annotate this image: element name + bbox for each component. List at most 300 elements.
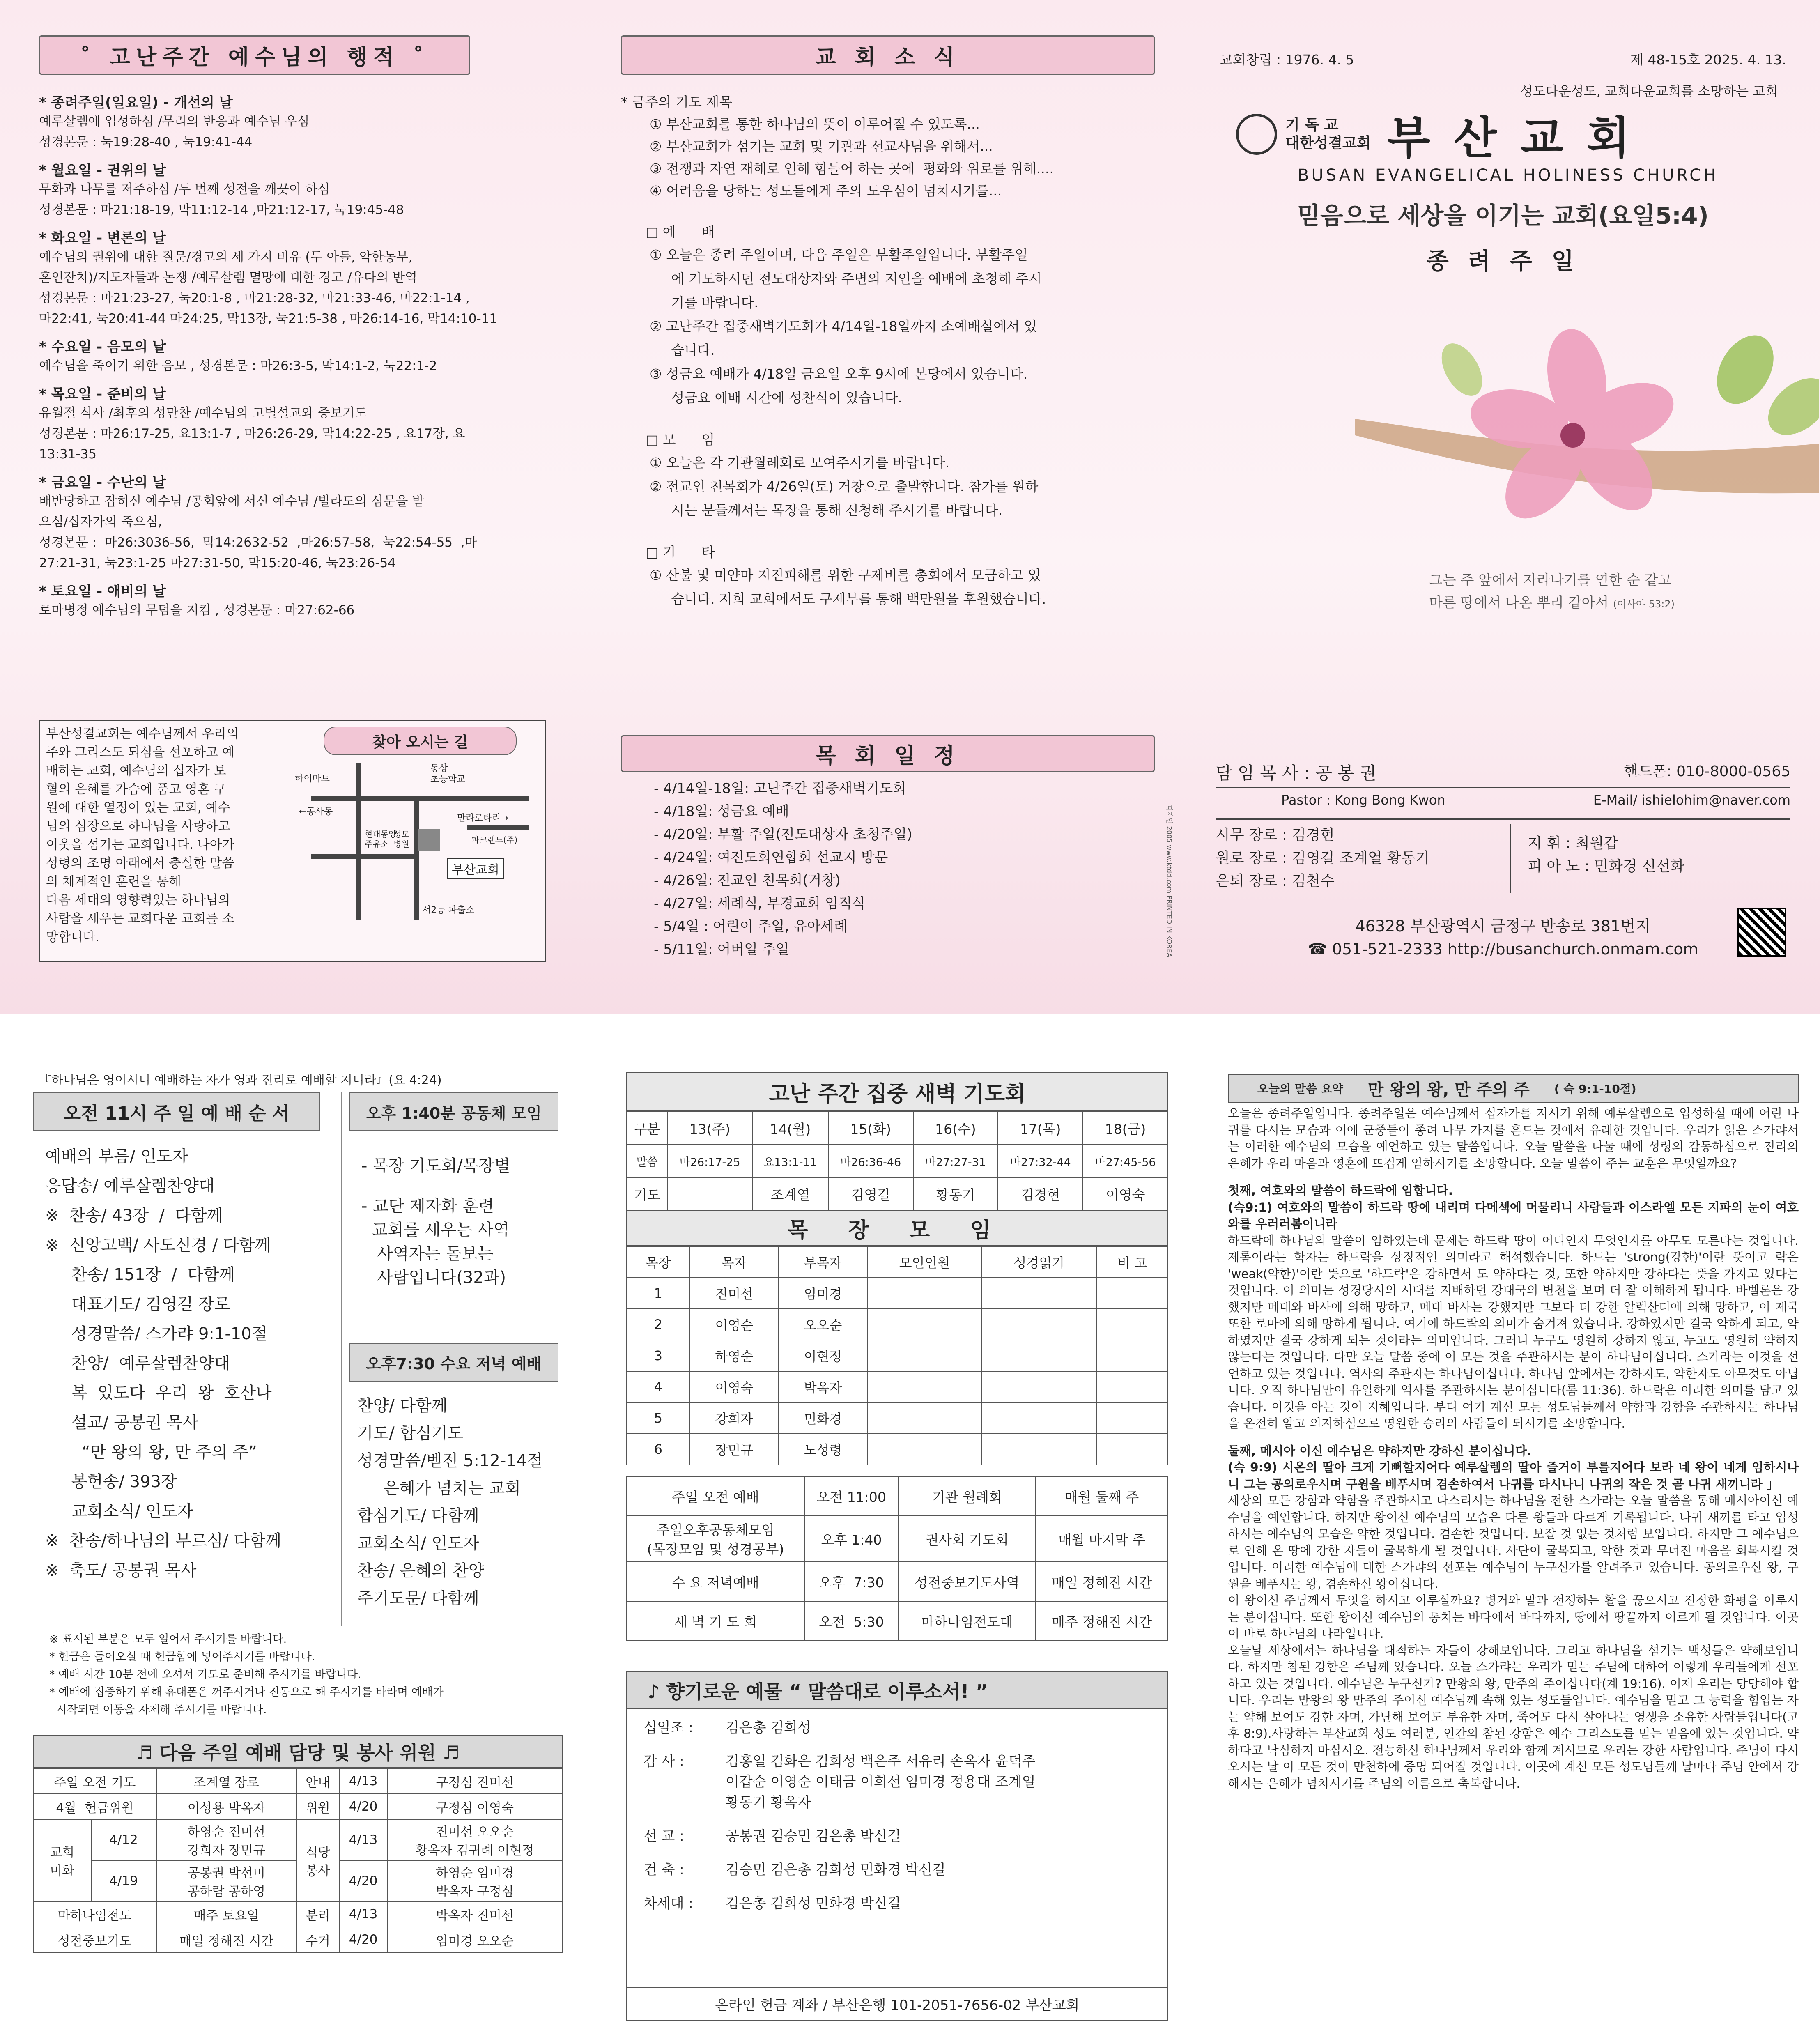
schedule-item: - 4/27일: 세례식, 부경교회 임직식: [654, 895, 866, 912]
isaiah-verse-line1: 그는 주 앞에서 자라나기를 연한 순 같고: [1429, 572, 1672, 589]
table-cell: 주일 오전 예배: [627, 1476, 804, 1516]
table-cell: 4/13: [339, 1901, 387, 1927]
offering-title: ♪ 향기로운 예물 “ 말씀대로 이루소서! ”: [627, 1672, 1167, 1709]
denomination: [1285, 116, 1371, 152]
worship-order-item: ※ 축도/ 공봉권 목사: [45, 1561, 197, 1580]
founded-date: 교회창립 : 1976. 4. 5: [1220, 52, 1354, 68]
table-cell: 성전중보기도: [33, 1927, 156, 1952]
pm-community-items: [361, 1154, 510, 1290]
weekday-heading: * 목요일 - 준비의 날: [39, 386, 166, 402]
cell-meeting-title: 목 장 모 임: [626, 1211, 1168, 1246]
table-row: [627, 1246, 1168, 1278]
news-sections: [621, 221, 1167, 611]
news-item: 시는 분들께서는 목장을 통해 신청해 주시기를 바랍니다.: [650, 502, 1003, 518]
pm-item: 사람입니다(32과): [361, 1268, 506, 1287]
elders-list: [1216, 824, 1511, 893]
offering-category: 십일조 :: [643, 1720, 693, 1736]
offering-row: [643, 1893, 1151, 1914]
worship-order-item: 찬송/ 151장 / 다함께: [45, 1265, 235, 1284]
table-cell: [1096, 1278, 1168, 1309]
table-cell: 요13:1-11: [752, 1145, 828, 1177]
table-cell: [1096, 1434, 1168, 1465]
intro-line: 원에 대한 열정이 있는 교회, 예수: [46, 800, 230, 815]
isaiah-verse-line2: [1429, 591, 1675, 612]
church-news-title: 교 회 소 식: [621, 35, 1155, 75]
sermon-paragraph: 오늘날 세상에서는 하나님을 대적하는 자들이 강해보입니다. 그리고 하나님을 섬기는 백성들은 약해보입니다. 하지만 참된 강함은 주님께 있습니다. 오늘 스가랴는 우리가 믿는 주님에 대하여 이렇게 우리들에게 선포하고 있는 것입니다. 예수님은 누구신가? 만왕의 왕, 만주의 주이십니다(계 19:16). 이제 우리는 당당해야 합니다. 우리는 만왕의 왕 만주의 주이신 예수님께 속해 있는 성도들입니다. 예수님을 믿고 그 능력을 힘입는 자는 약해 보여도 강한 자며, 가난해 보여도 부유한 자며, 죽어도 다시 살아나는 영생을 소유한 사람들입니다(고후 8:9).사랑하는 부산교회 성도 여러분, 인간의 참된 강함은 예수 그리스도를 믿는 믿음에 있는 것입니다. 약하다고 낙심하지 마십시오. 전능하신 하나님께서 우리와 함께 계시므로 우리는 강한 사람입니다. 주님이 다시 오시는 날 이 모든 것이 만천하에 증명 되어질 것입니다. 이곳에 계신 모든 성도님들께 날마다 주님 안에서 강해지는 은혜가 넘치시기를 주님의 이름으로 축복합니다.: [1228, 1643, 1799, 1791]
issue-number: 제 48-15호 2025. 4. 13.: [1630, 52, 1786, 68]
table-cell: 박옥자: [779, 1371, 867, 1402]
church-slogan: 성도다운성도, 교회다운교회를 소망하는 교회: [1520, 83, 1778, 99]
table-cell: 기도: [627, 1177, 667, 1210]
table-cell: 매월 둘째 주: [1036, 1476, 1168, 1516]
table-cell: 황동기: [913, 1177, 998, 1210]
offering-names: 김은총 김희성: [726, 1720, 811, 1736]
table-cell: 김영길: [828, 1177, 913, 1210]
intro-line: 이웃을 섬기는 교회입니다. 나아가: [46, 837, 234, 852]
denomination-top: 기 독 교: [1285, 116, 1339, 133]
prayer-item: ① 부산교회를 통한 하나님의 뜻이 이루어질 수 있도록...: [650, 116, 980, 132]
online-account: 온라인 헌금 계좌 / 부산은행 101-2051-7656-02 부산교회: [627, 1987, 1167, 2020]
am-worship-title: 오전 11시 주 일 예 배 순 서: [33, 1092, 320, 1131]
table-cell: 마하나임전도대: [898, 1601, 1036, 1641]
intro-line: 배하는 교회, 예수님의 십자가 보: [46, 763, 226, 778]
isaiah-verse-reference: (이사야 53:2): [1613, 598, 1675, 610]
table-cell: [867, 1340, 982, 1371]
table-cell: 마26:36-46: [828, 1145, 913, 1177]
pastor-phone: 핸드폰: 010-8000-0565: [1624, 763, 1790, 780]
weekday-line: 성경본문 : 마26:3036-56, 막14:2632-52 ,마26:57-58, 눅22:54-55 ,마: [39, 535, 477, 550]
prayer-item: ③ 전쟁과 자연 재해로 인해 힘들어 하는 곳에 평화와 위로를 위해....: [650, 161, 1054, 177]
news-section-heading: □ 예 배: [646, 224, 715, 240]
table-cell: 진미선 오오순 황옥자 김귀례 이현정: [387, 1819, 562, 1860]
table-cell: [667, 1177, 752, 1210]
map-title: 찾아 오시는 길: [324, 727, 517, 755]
directions-map: [295, 727, 541, 956]
map-label-park: 파크랜드(주): [471, 835, 518, 845]
table-cell: 기관 월례회: [898, 1476, 1036, 1516]
table-cell: 13(주): [667, 1112, 752, 1145]
wed-item: 교회소식/ 인도자: [357, 1534, 479, 1553]
sermon-paragraph: 하드락에 하나님의 말씀이 임하였는데 문제는 하드락 땅이 어디인지 무엇인지를 아무도 모른다는 것입니다. 제롬이라는 학자는 하드락을 상징적인 의미라고 해석했습니다. 하드는 'strong(강한)'이란 뜻이고 락은 'weak(약한)'이란 뜻으로 '하드락'은 강하면서 도 약하다는 것, 또한 약하지만 강하다는 뜻을 가지고 있다는 것입니다. 이 의미는 성경당시의 시대를 지배하던 강대국의 변천을 보며 더 잘 이해하게 됩니다. 바벨론은 강했지만 메대와 바사에 의해 망하고, 메대 바사는 강했지만 그보다 더 강한 알렉산더에 의해 망하고, 이 제국 또한 로마에 의해 망하게 됩니다. 여기에 하드락의 의미가 숨겨져 있습니다. 강하였지만 결국 약하게 되고, 약하였지만 결국 강하게 되는 것이라는 의미입니다. 그러니 누구도 영원히 강하지 않고, 누고도 영원히 약하지 않는다는 것입니다. 다만 오늘 말씀 중에 이 모든 것을 주관하시는 분이 하나님이십니다. 스가라는 이것을 선언하고 있는 것입니다. 역사의 주관자는 하나님이십니다. 하나님 앞에서는 강하지도, 약한자도 아무것도 아닙니다. 오직 하나님만이 유일하게 역사를 주관하시는 분이십니다(롬 11:36). 하드락은 이러한 의미를 담고 있습니다. 이것을 아는 것이 지혜입니다. 부디 여기 계신 모든 성도님들께서 약함과 강함을 주관하시는 하나님을 온전히 알고 의지하심으로 영원한 승리의 사람들이 되시기를 소망합니다.: [1228, 1233, 1799, 1430]
table-cell: 권사회 기도회: [898, 1516, 1036, 1562]
table-cell: 4/19: [91, 1860, 156, 1901]
offering-section: [626, 1671, 1168, 2021]
table-cell: 말씀: [627, 1145, 667, 1177]
sermon-paragraph: 세상의 모든 강함과 약함을 주관하시고 다스리시는 하나님을 전한 스가랴는 오늘 말씀을 통해 메시아이신 예수님을 예언합니다. 하지만 왕이신 예수님의 모습은 다른 왕들과 다르게 기록됩니다. 나귀 새끼를 타고 입성하시는 예수님의 모습은 약한 것입니다. 겸손한 것입니다. 보잘 것 없는 것처럼 보입니다. 하지만 그 예수님으로 인해 온 땅에 강한 자들이 굴복하게 될 것입니다. 사단이 굴복되고, 악한 것과 무너진 마음을 회복시킬 것입니다. 이러한 예수님에 대한 스가랴의 선포는 예수님이 누구신가를 알려주고 있습니다. 공의로우신 왕, 구원을 베푸시는 왕, 겸손하신 왕이십니다.: [1228, 1494, 1799, 1591]
offering-category: 차세대 :: [643, 1895, 693, 1912]
weekday-line: 배반당하고 잡히신 예수님 /공회앞에 서신 예수님 /빌라도의 심문을 받: [39, 494, 425, 509]
table-cell: 구정심 진미선: [387, 1768, 562, 1794]
weekday-line: 예수님의 권위에 대한 질문/경고의 세 가지 비유 (두 아들, 악한농부,: [39, 250, 413, 264]
church-address: 46328 부산광역시 금정구 반송로 381번지: [1355, 917, 1651, 935]
sermon-point-heading: 첫째, 여호와의 말씀이 하드락에 임합니다.: [1228, 1184, 1453, 1198]
table-cell: [867, 1434, 982, 1465]
music-staff-list: [1511, 832, 1684, 893]
table-row: [627, 1476, 1168, 1516]
table-cell: 이성용 박옥자: [156, 1794, 297, 1819]
offering-names: 김홍일 김화은 김희성 백은주 서유리 손옥자 윤덕주 이갑순 이영순 이태금 이희선 임미경 정용대 조계열 황동기 황옥자: [726, 1753, 1036, 1811]
weekday-heading: * 월요일 - 권위의 날: [39, 162, 166, 179]
prayer-topics-heading: * 금주의 기도 제목: [621, 94, 733, 110]
table-cell: [867, 1278, 982, 1309]
pm-item: - 목장 기도회/목장별: [361, 1156, 510, 1175]
pm-item: 교회를 세우는 사역: [361, 1221, 509, 1239]
table-cell: 매일 정해진 시간: [1036, 1562, 1168, 1601]
intro-line: 사람을 세우는 교회다운 교회를 소: [46, 911, 234, 926]
table-cell: [982, 1434, 1096, 1465]
table-cell: 박옥자 진미선: [387, 1901, 562, 1927]
table-cell: [1096, 1309, 1168, 1340]
table-cell: 3: [627, 1340, 690, 1371]
table-row: [627, 1278, 1168, 1309]
church-logo-row: [1211, 102, 1795, 166]
table-cell: 4/20: [339, 1860, 387, 1901]
map-label-hospital: 성모 병원: [393, 829, 409, 849]
table-cell: 4: [627, 1371, 690, 1402]
table-cell: 모인인원: [867, 1246, 982, 1278]
schedule-item: - 5/11일: 어버일 주일: [654, 941, 789, 958]
table-row: [33, 1901, 562, 1927]
table-row: [627, 1371, 1168, 1402]
table-cell: [867, 1402, 982, 1434]
pastor-email: E-Mail/ ishielohim@naver.com: [1593, 792, 1790, 808]
table-row: [627, 1516, 1168, 1562]
weekday-line: 성경본문 : 마21:18-19, 막11:12-14 ,마21:12-17, 눅19:45-48: [39, 202, 404, 217]
table-cell: 마하나임전도: [33, 1901, 156, 1927]
news-item: 습니다. 저희 교회에서도 구제부를 통해 백만원을 후원했습니다.: [650, 591, 1046, 607]
intro-line: 님의 심장으로 하나님을 사랑하고: [46, 819, 230, 834]
news-item: ① 오늘은 종려 주일이며, 다음 주일은 부활주일입니다. 부활주일: [650, 247, 1028, 263]
news-section-heading: □ 기 타: [646, 544, 715, 560]
pastoral-schedule-list: [621, 777, 1167, 961]
table-cell: 이영숙: [1083, 1177, 1168, 1210]
schedule-item: - 5/4일 : 어린이 주일, 유아세례: [654, 918, 848, 935]
prayer-item: ② 부산교회가 섬기는 교회 및 기관과 선교사님을 위해서...: [650, 138, 993, 154]
pm-community-title: 오후 1:40분 공동체 모임: [349, 1092, 558, 1131]
worship-note: * 예배 시간 10분 전에 오셔서 기도로 준비해 주시기를 바랍니다.: [49, 1668, 361, 1681]
weekday-heading: * 수요일 - 음모의 날: [39, 339, 166, 355]
duty-section: [33, 1735, 563, 1953]
weekday-line: 유월절 식사 /최후의 성만찬 /예수님의 고별설교와 중보기도: [39, 406, 367, 421]
offering-row: [643, 1860, 1151, 1880]
table-cell: 16(수): [913, 1112, 998, 1145]
table-cell: 4/20: [339, 1927, 387, 1952]
holy-week-title: ˚ 고난주간 예수님의 행적 ˚: [39, 35, 470, 75]
sermon-paragraph: (슥 9:9) 시온의 딸아 크게 기뻐할지어다 예루살렘의 딸아 즐거이 부를지어다 보라 네 왕이 네게 임하시나니 그는 공의로우시며 구원을 베푸시며 겸손하여서 나귀를 타시나니 나귀의 작은 것 곧 나귀 새끼니라 」: [1228, 1460, 1799, 1491]
wed-item: 찬양/ 다함께: [357, 1396, 448, 1415]
weekday-heading: * 금요일 - 수난의 날: [39, 474, 166, 491]
meeting-times-table: [626, 1476, 1168, 1641]
denomination-name: 대한성결교회: [1285, 134, 1371, 152]
worship-note: ※ 표시된 부분은 모두 일어서 주시기를 바랍니다.: [49, 1633, 287, 1646]
offering-names: 김은총 김희성 민화경 박신길: [726, 1895, 901, 1912]
table-cell: [982, 1371, 1096, 1402]
weekday-line: 27:21-31, 눅23:1-25 마27:31-50, 막15:20-46, 눅23:26-54: [39, 556, 396, 570]
wed-worship-items: [357, 1392, 543, 1612]
music-item: 지 휘 : 최원갑: [1528, 835, 1618, 852]
offering-category: 건 축 :: [643, 1862, 684, 1878]
schedule-item: - 4/24일: 여전도회연합회 선교지 방문: [654, 849, 888, 866]
table-cell: 마26:17-25: [667, 1145, 752, 1177]
wed-item: 주기도문/ 다함께: [357, 1589, 479, 1608]
schedule-item: - 4/26일: 전교인 친목회(거창): [654, 872, 841, 889]
church-intro-text: [46, 725, 284, 947]
table-cell: 4/13: [339, 1819, 387, 1860]
news-item: 에 기도하시던 전도대상자와 주변의 지인을 예배에 초청해 주시: [650, 271, 1042, 287]
table-cell: 하영순: [690, 1340, 779, 1371]
weekday-line: 혼인잔치)/지도자들과 논쟁 /예루살렘 멸망에 대한 경고 /유다의 반역: [39, 270, 417, 285]
table-cell: 마27:27-31: [913, 1145, 998, 1177]
sermon-header: [1228, 1074, 1799, 1103]
sermon-label: 오늘의 말씀 요약: [1257, 1082, 1343, 1096]
weekday-line: 예수님을 죽이기 위한 음모 , 성경본문 : 마26:3-5, 막14:1-2, 눅22:1-2: [39, 359, 437, 373]
table-cell: [867, 1371, 982, 1402]
table-row: [627, 1601, 1168, 1641]
dawn-prayer-section: [626, 1072, 1168, 1641]
weekday-line: 무화과 나무를 저주하심 /두 번째 성전을 깨끗이 하심: [39, 182, 330, 197]
table-cell: 수거: [296, 1927, 339, 1952]
church-name-english: BUSAN EVANGELICAL HOLINESS CHURCH: [1298, 166, 1719, 185]
pastor-row: [1216, 760, 1790, 788]
offering-category: 감 사 :: [643, 1753, 684, 1770]
wed-worship-title: 오후7:30 수요 저녁 예배: [349, 1343, 558, 1382]
table-row: [627, 1562, 1168, 1601]
church-name: 부 산 교 회: [1387, 113, 1634, 164]
news-item: 기를 바랍니다.: [650, 294, 758, 310]
offering-row: [643, 1751, 1151, 1813]
table-row: [33, 1794, 562, 1819]
worship-order-item: 대표기도/ 김영길 장로: [45, 1295, 230, 1314]
intro-line: 성령의 조명 아래에서 충실한 말씀: [46, 856, 234, 871]
sermon-reference: ( 슥 9:1-10절): [1554, 1082, 1636, 1096]
table-row: [33, 1819, 562, 1860]
table-row: [627, 1112, 1168, 1145]
table-cell: 수 요 저녁예배: [627, 1562, 804, 1601]
worship-note: * 헌금은 들어오실 때 헌금함에 넣어주시기를 바랍니다.: [49, 1651, 315, 1663]
table-cell: 식당 봉사: [296, 1819, 339, 1901]
table-row: [627, 1145, 1168, 1177]
dawn-prayer-title: 고난 주간 집중 새벽 기도회: [626, 1072, 1168, 1111]
map-label-gongsa: ←공사동: [299, 807, 333, 817]
holy-week-section: [39, 35, 540, 621]
map-label-school: 동상 초등학교: [430, 763, 466, 784]
weekday-heading: * 화요일 - 변론의 날: [39, 230, 166, 246]
table-cell: 18(금): [1083, 1112, 1168, 1145]
schedule-item: - 4/18일: 성금요 예배: [654, 803, 789, 820]
table-cell: 위원: [296, 1794, 339, 1819]
worship-order-item: 봉헌송/ 393장: [45, 1472, 177, 1491]
flower-branch-illustration: [1355, 320, 1819, 608]
table-cell: 2: [627, 1309, 690, 1340]
pastor-name: 담 임 목 사 : 공 봉 권: [1216, 763, 1376, 783]
table-cell: 교회 미화: [33, 1819, 91, 1901]
sermon-section: [1228, 1074, 1799, 1792]
weekday-line: 성경본문 : 마26:17-25, 요13:1-7 , 마26:26-29, 막14:22-25 , 요17장, 요: [39, 426, 465, 441]
intro-line: 주와 그리스도 되심을 선포하고 예: [46, 745, 234, 760]
worship-order-item: 교회소식/ 인도자: [45, 1502, 193, 1521]
map-label-himart: 하이마트: [295, 774, 330, 784]
table-row: [627, 1177, 1168, 1210]
weekday-heading: * 토요일 - 애비의 날: [39, 583, 166, 600]
table-cell: 임미경 오오순: [387, 1927, 562, 1952]
map-label-station: 현대동양 주유소: [365, 829, 397, 849]
table-cell: 마27:45-56: [1083, 1145, 1168, 1177]
table-cell: 성경읽기: [982, 1246, 1096, 1278]
table-cell: 진미선: [690, 1278, 779, 1309]
offering-names: 공봉권 김승민 김은총 박신길: [726, 1828, 901, 1844]
table-cell: [982, 1278, 1096, 1309]
table-cell: 하영순 진미선 강희자 장민규: [156, 1819, 297, 1860]
church-building-icon: [418, 829, 440, 851]
church-logo-icon: [1236, 114, 1277, 155]
table-cell: 목자: [690, 1246, 779, 1278]
table-cell: 1: [627, 1278, 690, 1309]
sunday-name: 종 려 주 일: [1426, 248, 1580, 275]
worship-note: 시작되면 이동을 자제해 주시기를 바랍니다.: [49, 1704, 267, 1716]
intro-line: 혈의 은혜를 가슴에 품고 영혼 구: [46, 782, 226, 797]
table-cell: [1096, 1340, 1168, 1371]
weekday-line: 예루살렘에 입성하심 /무리의 반응과 예수님 우심: [39, 114, 310, 129]
worship-order-item: 설교/ 공봉권 목사: [45, 1413, 198, 1432]
table-cell: 조계열: [752, 1177, 828, 1210]
church-motto: 믿음으로 세상을 이기는 교회(요일5:4): [1297, 202, 1709, 230]
table-cell: 6: [627, 1434, 690, 1465]
wed-item: 찬송/ 은혜의 찬양: [357, 1561, 485, 1580]
worship-order-item: 예배의 부름/ 인도자: [45, 1147, 188, 1166]
intro-line: 부산성결교회는 예수님께서 우리의: [46, 727, 239, 741]
offering-names: 김승민 김은총 김희성 민화경 박신길: [726, 1862, 946, 1878]
table-cell: 성전중보기도사역: [898, 1562, 1036, 1601]
table-cell: 매월 마지막 주: [1036, 1516, 1168, 1562]
table-cell: [1096, 1371, 1168, 1402]
worship-order-item: 찬양/ 예루살렘찬양대: [45, 1354, 230, 1373]
table-row: [33, 1927, 562, 1952]
pastor-name-english: Pastor : Kong Bong Kwon: [1281, 792, 1445, 808]
offering-row: [643, 1717, 1151, 1738]
pm-item: 사역자는 돌보는: [361, 1244, 494, 1263]
sermon-paragraph: 오늘은 종려주일입니다. 종려주일은 예수님께서 십자가를 지시기 위해 예루살렘으로 입성하실 때에 어린 나귀를 타시는 모습과 이에 군중들이 종려 나무 가지를 흔드는 것에서 유래한 것입니다. 우리가 읽은 스가랴서는 이러한 예수님의 모습을 예언하고 있는 말씀입니다. 오늘 말씀을 나눌 때에 성령의 감동하심으로 진리의 은혜가 우리 마음과 영혼에 뜨겁게 임하시기를 소망합니다. 오늘 말씀이 주는 교훈은 무엇일까요?: [1228, 1106, 1799, 1170]
news-item: 성금요 예배 시간에 성찬식이 있습니다.: [650, 390, 902, 406]
staff-row: [1216, 818, 1790, 893]
table-row: [627, 1309, 1168, 1340]
table-row: [33, 1768, 562, 1794]
map-label-rotary: 만라로타리→: [455, 811, 510, 824]
qr-code-icon[interactable]: [1737, 908, 1786, 957]
elder-item: 원로 장로 : 김영길 조계열 황동기: [1216, 850, 1430, 867]
table-cell: 매일 정해진 시간: [156, 1927, 297, 1952]
table-row: [627, 1340, 1168, 1371]
table-cell: 안내: [296, 1768, 339, 1794]
map-label-church: 부산교회: [447, 858, 504, 879]
table-cell: 매주 정해진 시간: [1036, 1601, 1168, 1641]
news-item: ② 고난주간 집중새벽기도회가 4/14일-18일까지 소예배실에서 있: [650, 318, 1037, 334]
table-cell: 이현정: [779, 1340, 867, 1371]
weekday-heading: * 종려주일(일요일) - 개선의 날: [39, 94, 233, 111]
sermon-text: [1228, 1105, 1799, 1792]
table-cell: 장민규: [690, 1434, 779, 1465]
duty-table: [33, 1768, 563, 1953]
worship-order-item: 성경말씀/ 스가랴 9:1-10절: [45, 1324, 268, 1343]
weekday-line: 13:31-35: [39, 447, 97, 462]
prayer-item: ④ 어려움을 당하는 성도들에게 주의 도우심이 넘치시기를...: [650, 183, 1002, 199]
worship-notes: [49, 1630, 567, 1719]
table-cell: 4/12: [91, 1819, 156, 1860]
news-item: ① 산불 및 미얀마 지진피해를 위한 구제비를 총회에서 모금하고 있: [650, 567, 1041, 583]
worship-order-item: ※ 신앙고백/ 사도신경 / 다함께: [45, 1236, 271, 1255]
table-cell: 분리: [296, 1901, 339, 1927]
wed-item: 기도/ 합심기도: [357, 1424, 464, 1443]
table-cell: 부목자: [779, 1246, 867, 1278]
worship-order-item: “만 왕의 왕, 만 주의 주”: [45, 1443, 257, 1462]
table-cell: 매주 토요일: [156, 1901, 297, 1927]
schedule-item: - 4/14일-18일: 고난주간 집중새벽기도회: [654, 780, 907, 797]
table-row: [627, 1402, 1168, 1434]
table-cell: 4/20: [339, 1794, 387, 1819]
table-cell: 오후 7:30: [804, 1562, 898, 1601]
cover-panel: [1211, 49, 1795, 276]
pm-item: - 교단 제자화 훈련: [361, 1197, 494, 1216]
wed-item: 성경말씀/벧전 5:12-14절: [357, 1451, 543, 1470]
printer-credit: 디자인 2005 www.ktdd.com PRINTED IN KOREA: [1165, 805, 1173, 958]
table-cell: 이영숙: [690, 1371, 779, 1402]
elder-item: 은퇴 장로 : 김천수: [1216, 873, 1335, 890]
table-cell: 4월 헌금위원: [33, 1794, 156, 1819]
table-cell: 공봉권 박선미 공하람 공하영: [156, 1860, 297, 1901]
holy-week-days: [39, 91, 540, 621]
offering-list: [627, 1709, 1167, 1935]
table-cell: 목장: [627, 1246, 690, 1278]
table-cell: 14(월): [752, 1112, 828, 1145]
weekday-line: 로마병정 예수님의 무덤을 지킴 , 성경본문 : 마27:62-66: [39, 603, 355, 618]
intro-line: 의 체계적인 훈련을 통해: [46, 874, 182, 889]
table-cell: 하영순 임미경 박옥자 구정심: [387, 1860, 562, 1901]
table-cell: 오전 5:30: [804, 1601, 898, 1641]
weekday-line: 으심/십자가의 죽으심,: [39, 515, 162, 529]
wed-item: 은혜가 넘치는 교회: [357, 1479, 521, 1498]
prayer-topics: [621, 113, 1167, 202]
table-cell: 4/13: [339, 1768, 387, 1794]
sermon-title: 만 왕의 왕, 만 주의 주: [1367, 1080, 1530, 1099]
table-cell: 17(목): [998, 1112, 1083, 1145]
weekday-line: 마22:41, 눅20:41-44 마24:25, 막13장, 눅21:5-38 , 마26:14-16, 막14:10-11: [39, 311, 498, 326]
table-cell: 강희자: [690, 1402, 779, 1434]
intro-map-box: [39, 720, 546, 962]
sermon-paragraph: (슥9:1) 여호와의 말씀이 하드락 땅에 내리며 다메섹에 머물리니 사람들과 이스라엘 모든 지파의 눈이 여호와를 우러러봄이니라: [1228, 1200, 1799, 1231]
news-section-heading: □ 모 임: [646, 432, 715, 448]
worship-verse-line: 『하나님은 영이시니 예배하는 자가 영과 진리로 예배할 지니라』(요 4:24): [39, 1073, 442, 1087]
issue-line: [1211, 49, 1795, 69]
table-cell: 오전 11:00: [804, 1476, 898, 1516]
cell-meeting-table: [626, 1246, 1168, 1465]
news-item: ③ 성금요 예배가 4/18일 금요일 오후 9시에 본당에서 있습니다.: [650, 366, 1028, 382]
table-cell: 마27:32-44: [998, 1145, 1083, 1177]
table-cell: 민화경: [779, 1402, 867, 1434]
pastoral-schedule-title: 목 회 일 정: [621, 735, 1155, 772]
wed-item: 합심기도/ 다함께: [357, 1506, 479, 1525]
worship-order-item: 응답송/ 예루살렘찬양대: [45, 1177, 215, 1196]
pastor-row-en: [1216, 792, 1790, 808]
dawn-prayer-table: [626, 1111, 1168, 1211]
table-cell: [867, 1309, 982, 1340]
table-cell: 구정심 이영숙: [387, 1794, 562, 1819]
table-cell: 15(화): [828, 1112, 913, 1145]
offering-row: [643, 1826, 1151, 1846]
intro-line: 다음 세대의 영향력있는 하나님의: [46, 893, 230, 908]
worship-order-item: ※ 찬송/하나님의 부르심/ 다함께: [45, 1531, 282, 1550]
sermon-point-heading: 둘째, 메시아 이신 예수님은 약하지만 강하신 분이십니다.: [1228, 1444, 1532, 1458]
table-cell: 주일오후공동체모임 (목장모임 및 성경공부): [627, 1516, 804, 1562]
weekday-line: 성경본문 : 마21:23-27, 눅20:1-8 , 마21:28-32, 마21:33-46, 마22:1-14 ,: [39, 291, 470, 306]
